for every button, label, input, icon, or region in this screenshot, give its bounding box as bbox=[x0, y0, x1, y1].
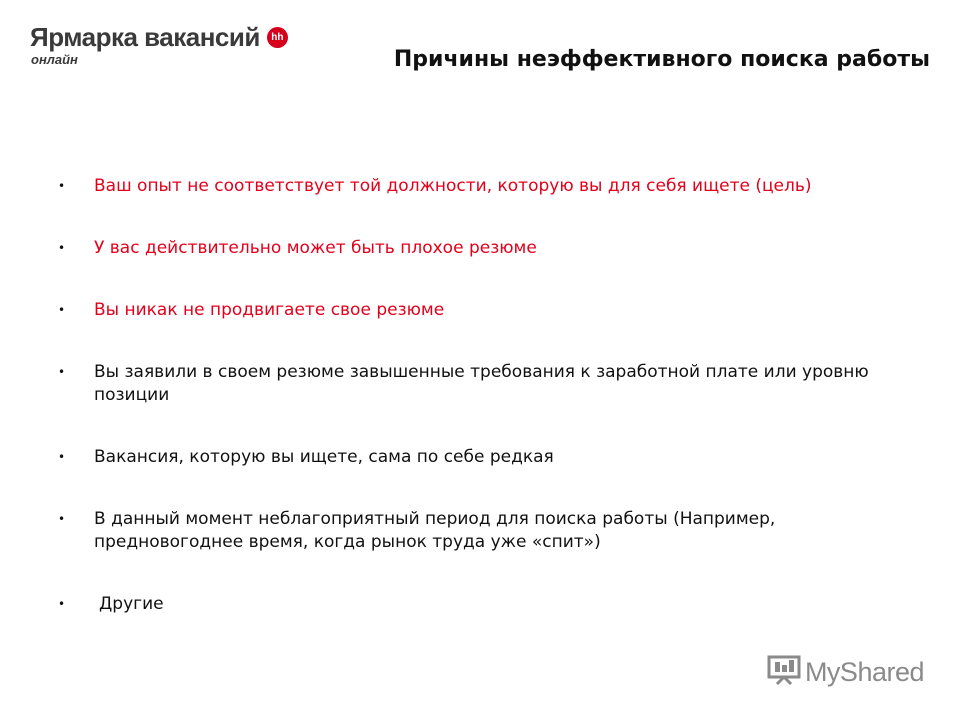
bullet-item: • Ваш опыт не соответствует той должности, которую вы для себя ищете (цель) bbox=[58, 175, 878, 198]
watermark bbox=[767, 655, 924, 689]
bullet-item: • У вас действительно может быть плохое резюме bbox=[58, 237, 878, 260]
bullet-item: • В данный момент неблагоприятный период для поиска работы (Например, предновогоднее время, когда рынок труда уже «спит») bbox=[58, 508, 878, 554]
hh-badge-icon: hh bbox=[267, 27, 288, 48]
logo-title-row bbox=[30, 22, 288, 53]
bullet-item: • Вакансия, которую вы ищете, сама по себе редкая bbox=[58, 446, 878, 469]
brand-logo bbox=[30, 22, 288, 67]
bullet-list bbox=[58, 175, 878, 616]
logo-subtitle: онлайн bbox=[31, 52, 78, 67]
bullet-item: • Вы заявили в своем резюме завышенные требования к заработной плате или уровню позиции bbox=[58, 361, 878, 407]
bullet-item: • Другие bbox=[58, 593, 878, 616]
bullet-item: • Вы никак не продвигаете свое резюме bbox=[58, 299, 878, 322]
watermark-text: MyShared bbox=[804, 656, 924, 687]
logo-title: Ярмарка вакансий bbox=[30, 22, 260, 52]
presentation-icon bbox=[767, 655, 801, 689]
slide-title: Причины неэффективного поиска работы bbox=[393, 47, 930, 72]
